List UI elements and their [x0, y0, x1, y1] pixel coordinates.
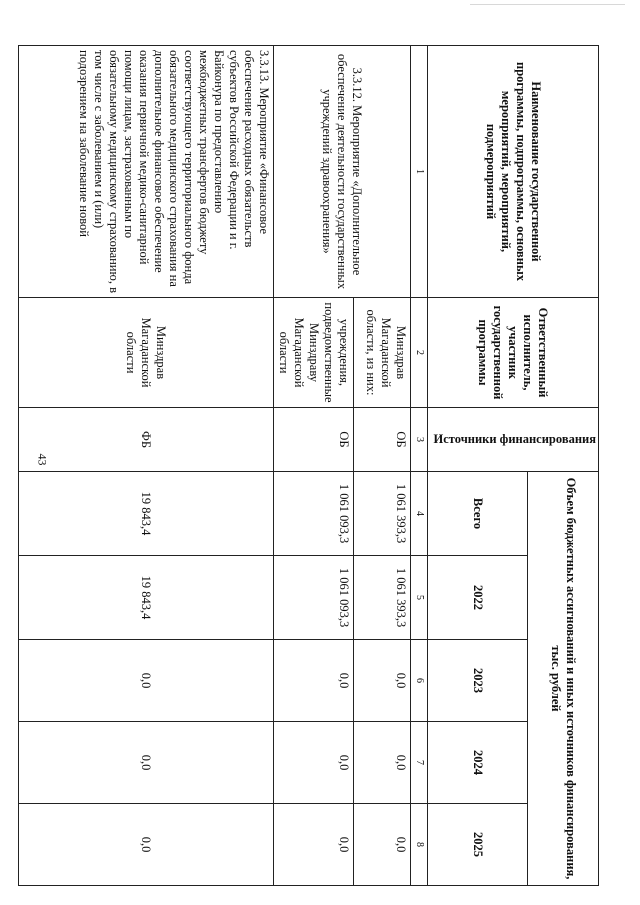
- value-2022: 1 061 093,3: [273, 556, 353, 640]
- header-row-1: [528, 46, 599, 886]
- value-2024: 0,0: [273, 722, 353, 804]
- executor: Минздрав Магаданской области, из них:: [353, 298, 410, 408]
- value-2023: 0,0: [18, 640, 273, 722]
- value-total: 1 061 093,3: [273, 472, 353, 556]
- col-index: 6: [410, 640, 427, 722]
- col-index: 2: [410, 298, 427, 408]
- value-2025: 0,0: [18, 804, 273, 886]
- value-total: 1 061 393,3: [353, 472, 410, 556]
- executor: учреждения, подведомственные Минздраву Магаданской области: [273, 298, 353, 408]
- header-year-2023: 2023: [427, 640, 527, 722]
- col-index: 8: [410, 804, 427, 886]
- col-index: 3: [410, 408, 427, 472]
- col-index: 1: [410, 46, 427, 298]
- header-source: [427, 408, 598, 472]
- funding-source: ФБ: [18, 408, 273, 472]
- col-index: 5: [410, 556, 427, 640]
- header-name: Наименование государственной программы, подпрограммы, основных мероприятий, мероприятий, подмероприятий: [427, 46, 598, 298]
- activity-name: 3.3.12. Мероприятие «Дополнительное обеспечение деятельности государственных учреждений здравоохранения»: [273, 46, 410, 298]
- funding-source: ОБ: [353, 408, 410, 472]
- value-2024: 0,0: [353, 722, 410, 804]
- header-source-text: Источники финансирования: [433, 432, 596, 446]
- col-index: 7: [410, 722, 427, 804]
- funding-source: ОБ: [273, 408, 353, 472]
- page-number: 43: [35, 453, 50, 466]
- table-row: [353, 46, 410, 886]
- header-year-2022: 2022: [427, 556, 527, 640]
- header-total: Всего: [427, 472, 527, 556]
- value-2025: 0,0: [353, 804, 410, 886]
- budget-table: [18, 45, 599, 886]
- header-year-2025: 2025: [427, 804, 527, 886]
- activity-name: 3.3.13. Мероприятие «Финансовое обеспечение расходных обязательств субъектов Российской Федерации и г. Байконура по предоставлению межбюджетных трансфертов бюджету соответствующего территориального фонда обязательного медицинского страхования на дополнительное финансовое обеспечение оказания первичной медико-санитарной помощи лицам, застрахованным по обязательному медицинскому страхованию, в том числе с заболеванием и (или) подозрением на заболевание новой: [18, 46, 273, 298]
- top-rule: [470, 4, 625, 5]
- header-budget-group: Объем бюджетных ассигнований и иных источников финансирования, тыс. рублей: [528, 472, 599, 886]
- col-index: 4: [410, 472, 427, 556]
- rotated-table-sheet: [15, 45, 599, 885]
- value-2024: 0,0: [18, 722, 273, 804]
- value-2023: 0,0: [353, 640, 410, 722]
- header-year-2024: 2024: [427, 722, 527, 804]
- executor: Минздрав Магаданской области: [18, 298, 273, 408]
- value-2022: 1 061 393,3: [353, 556, 410, 640]
- value-2025: 0,0: [273, 804, 353, 886]
- table-row: [18, 46, 273, 886]
- value-2022: 19 843,4: [18, 556, 273, 640]
- column-index-row: [410, 46, 427, 886]
- value-2023: 0,0: [273, 640, 353, 722]
- header-executor: Ответственный исполнитель, участник государственной программы: [427, 298, 598, 408]
- value-total: 19 843,4: [18, 472, 273, 556]
